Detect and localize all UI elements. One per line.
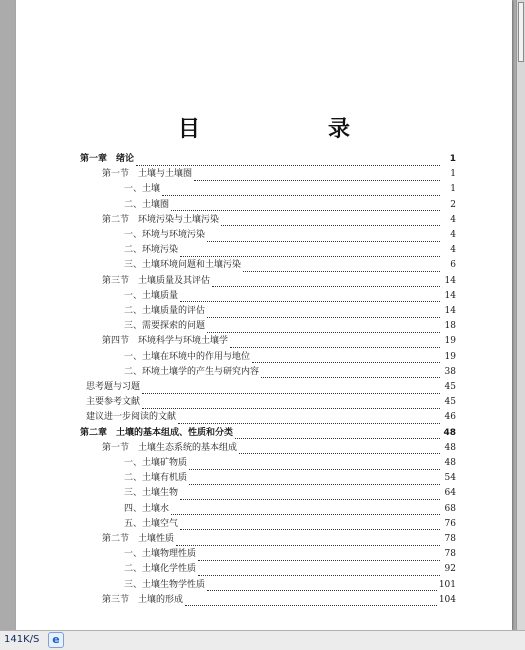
- toc-entry: [80, 274, 456, 289]
- toc-leader-dots: [178, 414, 440, 424]
- toc-page-number: 54: [444, 473, 456, 484]
- toc-entry: [80, 471, 456, 486]
- toc-entry-label: 一、土壤物理性质: [124, 549, 197, 560]
- toc-entry: [80, 198, 456, 213]
- toc-entry: [80, 410, 456, 425]
- toc-page-number: 19: [444, 336, 456, 347]
- toc-entry-label: 二、环境土壤学的产生与研究内容: [124, 366, 260, 377]
- toc-leader-dots: [221, 216, 440, 226]
- toc-page-number: 92: [444, 564, 456, 575]
- status-bar: [0, 630, 525, 650]
- toc-page-number: 19: [444, 351, 456, 362]
- toc-entry: [80, 380, 456, 395]
- toc-page-number: 48: [444, 458, 456, 468]
- toc-entry: [80, 486, 456, 501]
- toc-entry: [80, 502, 456, 517]
- toc-entry-label: 三、土壤环境问题和土壤污染: [124, 260, 242, 271]
- toc-entry-label: 第三节 土壤质量及其评估: [102, 275, 211, 286]
- toc-page-number: 6: [450, 260, 456, 271]
- toc-entry-label: 一、环境与环境污染: [124, 230, 206, 240]
- toc-leader-dots: [180, 247, 440, 257]
- toc-entry: [80, 258, 456, 273]
- toc-page-number: 101: [438, 579, 456, 590]
- toc-leader-dots: [162, 186, 440, 196]
- toc-chapter-entry: [80, 426, 456, 441]
- toc-entry-label: 一、土壤: [124, 184, 161, 195]
- toc-page-number: 45: [444, 397, 456, 408]
- toc-page-number: 14: [444, 290, 456, 301]
- toc-entry-label: 三、需要探索的问题: [124, 321, 206, 332]
- toc-entry-label: 二、土壤有机质: [124, 473, 188, 484]
- toc-entry-label: 二、土壤圈: [124, 199, 170, 210]
- toc-page-number: 48: [443, 427, 456, 438]
- toc-leader-dots: [207, 323, 440, 333]
- toc-entry-label: 四、土壤水: [124, 503, 170, 514]
- toc-chapter-entry: [80, 152, 456, 167]
- ie-icon[interactable]: e: [48, 632, 64, 648]
- toc-page-number: 2: [450, 199, 456, 210]
- toc-leader-dots: [171, 201, 440, 211]
- toc-entry-label: 第二章 土壤的基本组成、性质和分类: [80, 427, 234, 438]
- toc-page-number: 1: [449, 154, 456, 164]
- scrollbar-thumb[interactable]: [518, 2, 524, 62]
- toc-page-number: 104: [438, 594, 456, 605]
- toc-entry: [80, 593, 456, 608]
- toc-entry: [80, 395, 456, 410]
- toc-leader-dots: [252, 353, 440, 363]
- toc-entry-label: 一、土壤矿物质: [124, 458, 188, 468]
- toc-entry: [80, 456, 456, 471]
- toc-entry: [80, 167, 456, 182]
- toc-leader-dots: [180, 520, 440, 530]
- toc-entry-label: 二、土壤化学性质: [124, 564, 197, 575]
- toc-page-number: 1: [450, 169, 456, 180]
- toc-page-number: 38: [444, 366, 456, 377]
- toc-leader-dots: [185, 596, 437, 606]
- toc-page-number: 14: [444, 275, 456, 286]
- toc-entry: [80, 228, 456, 243]
- toc-entry: [80, 365, 456, 380]
- toc-page-number: 68: [444, 503, 456, 514]
- toc-leader-dots: [207, 232, 440, 242]
- toc-leader-dots: [207, 581, 437, 591]
- toc-leader-dots: [194, 171, 440, 181]
- toc-entry: [80, 547, 456, 562]
- toc-leader-dots: [189, 460, 440, 470]
- toc-leader-dots: [212, 277, 440, 287]
- toc-entry-label: 五、土壤空气: [124, 518, 179, 529]
- toc-leader-dots: [142, 384, 440, 394]
- toc-leader-dots: [198, 551, 440, 561]
- document-page: [16, 0, 512, 630]
- toc-leader-dots: [235, 429, 440, 439]
- toc-entry-label: 第一节 土壤生态系统的基本组成: [102, 442, 238, 453]
- toc-entry: [80, 213, 456, 228]
- toc-entry-label: 建议进一步阅读的文献: [86, 412, 177, 423]
- toc-entry: [80, 289, 456, 304]
- toc-page-number: 4: [450, 230, 456, 240]
- toc-page-number: 14: [444, 306, 456, 316]
- toc-page-number: 76: [444, 518, 456, 529]
- toc-leader-dots: [180, 292, 440, 302]
- toc-entry: [80, 562, 456, 577]
- toc-leader-dots: [142, 399, 440, 409]
- toc-entry: [80, 441, 456, 456]
- toc-entry: [80, 319, 456, 334]
- toc-page-number: 46: [444, 412, 456, 423]
- toc-entry-label: 二、环境污染: [124, 245, 179, 256]
- toc-page-number: 45: [444, 382, 456, 392]
- toc-leader-dots: [189, 475, 440, 485]
- toc-leader-dots: [171, 505, 440, 515]
- toc-entry-label: 一、土壤在环境中的作用与地位: [124, 351, 251, 362]
- page-title: 目 录: [177, 116, 378, 142]
- toc-entry-label: 第一章 绪论: [80, 154, 135, 164]
- toc-leader-dots: [243, 262, 440, 272]
- toc-entry: [80, 532, 456, 547]
- toc-leader-dots: [261, 368, 440, 378]
- toc-page-number: 78: [444, 534, 456, 544]
- toc-leader-dots: [207, 308, 440, 318]
- toc-leader-dots: [239, 444, 440, 454]
- download-speed: 141K/S: [4, 634, 40, 645]
- toc-leader-dots: [230, 338, 440, 348]
- toc-entry-label: 一、土壤质量: [124, 290, 179, 301]
- toc-entry: [80, 517, 456, 532]
- toc-page-number: 18: [444, 321, 456, 332]
- toc-entry: [80, 578, 456, 593]
- toc-leader-dots: [180, 490, 440, 500]
- toc-entry-label: 思考题与习题: [86, 382, 141, 392]
- toc-entry: [80, 304, 456, 319]
- vertical-scrollbar[interactable]: [516, 0, 525, 630]
- toc-entry-label: 主要参考文献: [86, 397, 141, 408]
- toc-page-number: 78: [444, 549, 456, 560]
- toc-entry-label: 二、土壤质量的评估: [124, 306, 206, 316]
- toc-page-number: 4: [450, 214, 456, 225]
- toc-entry-label: 第二节 环境污染与土壤污染: [102, 214, 220, 225]
- toc-entry-label: 三、土壤生物: [124, 488, 179, 499]
- toc-entry: [80, 334, 456, 349]
- toc-leader-dots: [176, 536, 440, 546]
- toc-page-number: 4: [450, 245, 456, 256]
- toc-page-number: 48: [444, 442, 456, 453]
- toc-entry-label: 第二节 土壤性质: [102, 534, 175, 544]
- toc-entry: [80, 182, 456, 197]
- toc-entry-label: 第三节 土壤的形成: [102, 594, 184, 605]
- toc-page-number: 64: [444, 488, 456, 499]
- toc-page-number: 1: [450, 184, 456, 195]
- toc-entry-label: 第一节 土壤与土壤圈: [102, 169, 193, 180]
- toc-leader-dots: [198, 566, 440, 576]
- toc-entry: [80, 350, 456, 365]
- toc-entry: [80, 243, 456, 258]
- toc-entry-label: 第四节 环境科学与环境土壤学: [102, 336, 229, 347]
- toc-leader-dots: [136, 156, 440, 166]
- toc-entry-label: 三、土壤生物学性质: [124, 579, 206, 590]
